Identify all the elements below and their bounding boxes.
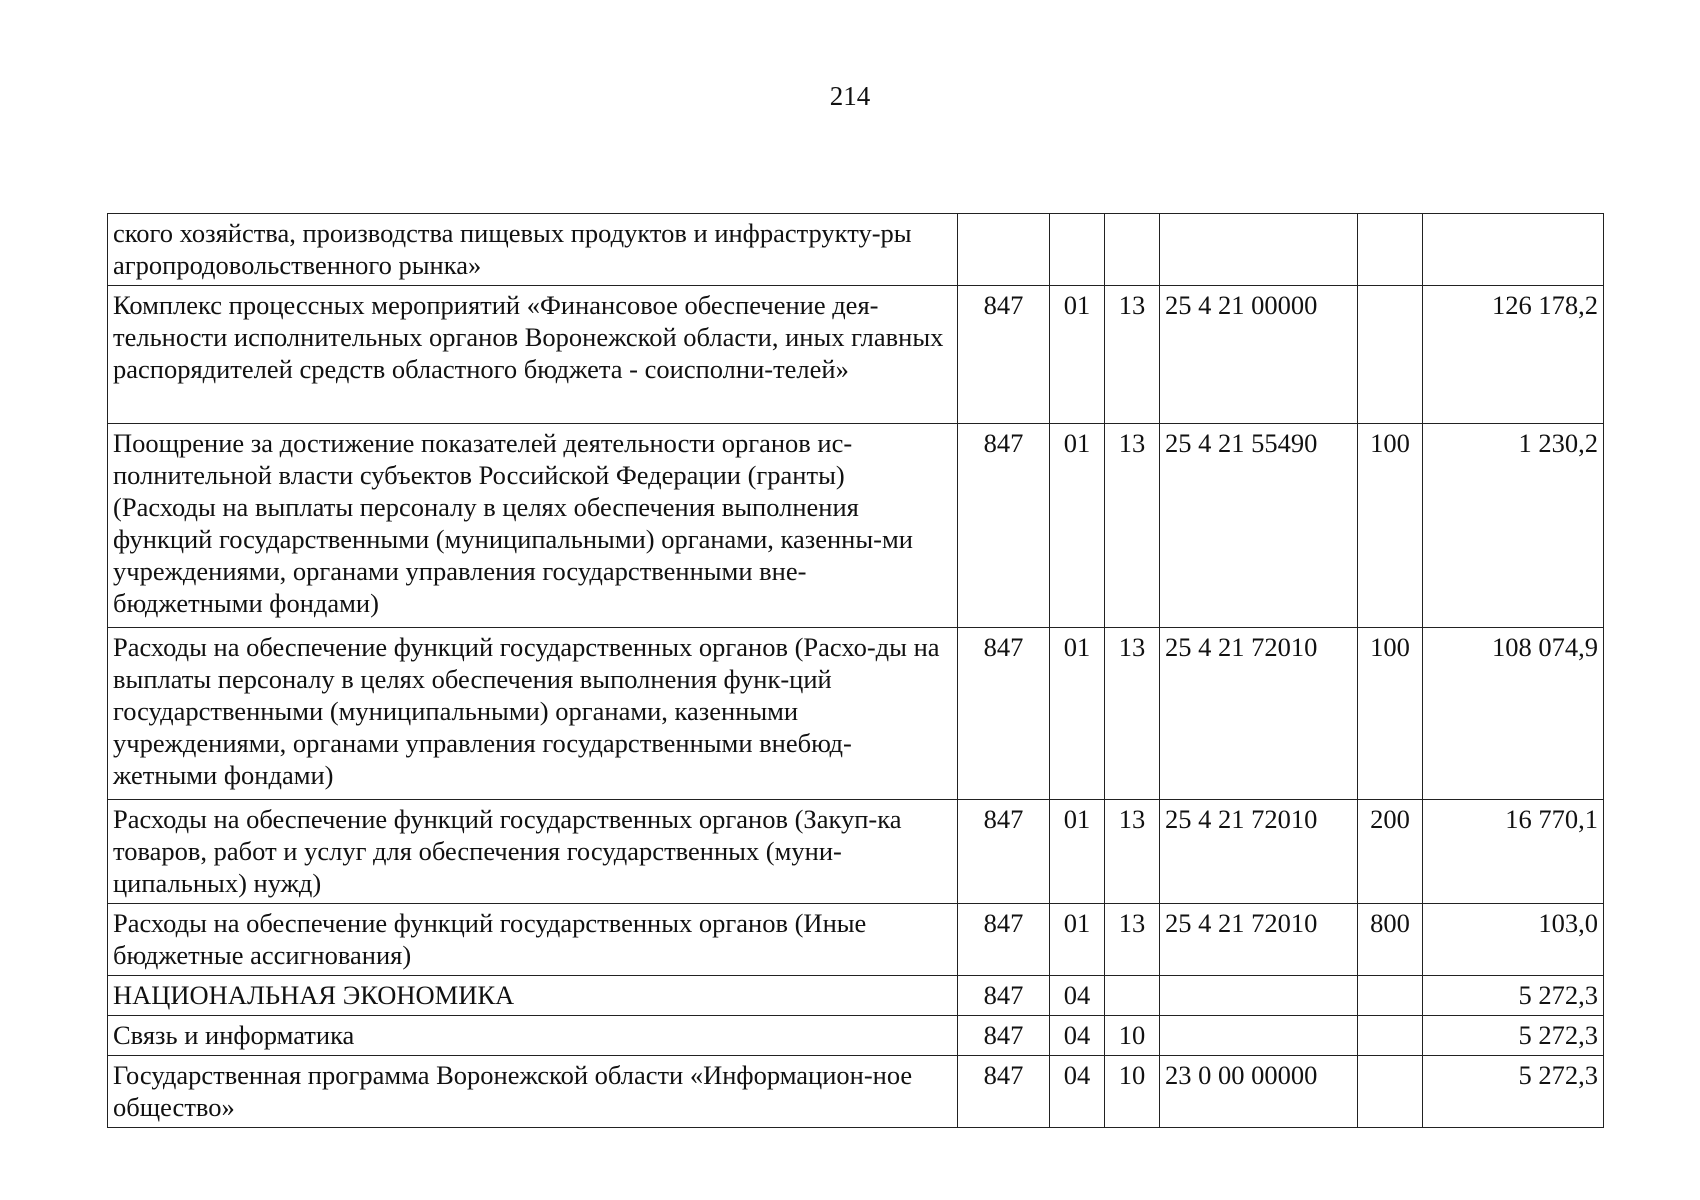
subsection-code: 13 [1105,424,1160,628]
target-article-code: 25 4 21 00000 [1160,286,1358,424]
subsection-code [1105,214,1160,286]
expense-type-code: 100 [1358,628,1423,800]
ministry-code: 847 [958,904,1050,976]
table-row [108,214,1604,286]
section-code [1050,214,1105,286]
subsection-code: 10 [1105,1016,1160,1056]
budget-table [107,213,1604,1128]
table-row [108,628,1604,800]
ministry-code: 847 [958,628,1050,800]
expense-type-code [1358,214,1423,286]
row-name: НАЦИОНАЛЬНАЯ ЭКОНОМИКА [108,976,958,1016]
ministry-code: 847 [958,286,1050,424]
row-name: Связь и информатика [108,1016,958,1056]
amount: 108 074,9 [1423,628,1604,800]
target-article-code: 25 4 21 72010 [1160,800,1358,904]
table-row [108,976,1604,1016]
target-article-code [1160,214,1358,286]
section-code: 04 [1050,1056,1105,1128]
row-name: Расходы на обеспечение функций государственных органов (Иные бюджетные ассигнования) [108,904,958,976]
expense-type-code: 800 [1358,904,1423,976]
section-code: 04 [1050,976,1105,1016]
target-article-code [1160,976,1358,1016]
target-article-code: 23 0 00 00000 [1160,1056,1358,1128]
amount: 103,0 [1423,904,1604,976]
amount: 16 770,1 [1423,800,1604,904]
target-article-code: 25 4 21 72010 [1160,904,1358,976]
amount [1423,214,1604,286]
amount: 5 272,3 [1423,976,1604,1016]
page-number: 214 [829,81,871,111]
amount: 126 178,2 [1423,286,1604,424]
row-name: Поощрение за достижение показателей деятельности органов ис-полнительной власти субъектов Российской Федерации (гранты) (Расходы на выплаты персоналу в целях обеспечения выполнения функций государственными (муниципальными) органами, казенны-ми учреждениями, органами управления государственными вне-бюджетными фондами) [108,424,958,628]
row-name: ского хозяйства, производства пищевых продуктов и инфраструкту-ры агропродовольственного рынка» [108,214,958,286]
row-name: Государственная программа Воронежской области «Информацион-ное общество» [108,1056,958,1128]
table-row [108,1056,1604,1128]
table-row [108,1016,1604,1056]
ministry-code: 847 [958,1056,1050,1128]
ministry-code: 847 [958,1016,1050,1056]
section-code: 01 [1050,904,1105,976]
section-code: 01 [1050,628,1105,800]
expense-type-code: 100 [1358,424,1423,628]
subsection-code: 13 [1105,286,1160,424]
amount: 5 272,3 [1423,1056,1604,1128]
subsection-code: 13 [1105,628,1160,800]
ministry-code [958,214,1050,286]
ministry-code: 847 [958,800,1050,904]
subsection-code [1105,976,1160,1016]
row-name: Расходы на обеспечение функций государственных органов (Расхо-ды на выплаты персоналу в целях обеспечения выполнения функ-ций государственными (муниципальными) органами, казенными учреждениями, органами управления государственными внебюд-жетными фондами) [108,628,958,800]
ministry-code: 847 [958,976,1050,1016]
amount: 1 230,2 [1423,424,1604,628]
row-name: Комплекс процессных мероприятий «Финансовое обеспечение дея-тельности исполнительных органов Воронежской области, иных главных распорядителей средств областного бюджета - соисполни-телей» [108,286,958,424]
section-code: 01 [1050,800,1105,904]
subsection-code: 13 [1105,904,1160,976]
expense-type-code [1358,976,1423,1016]
expense-type-code [1358,1056,1423,1128]
table-row [108,800,1604,904]
row-name: Расходы на обеспечение функций государственных органов (Закуп-ка товаров, работ и услуг для обеспечения государственных (муни-ципальных) нужд) [108,800,958,904]
expense-type-code: 200 [1358,800,1423,904]
table-row [108,904,1604,976]
section-code: 01 [1050,424,1105,628]
expense-type-code [1358,1016,1423,1056]
amount: 5 272,3 [1423,1016,1604,1056]
section-code: 01 [1050,286,1105,424]
table-row [108,286,1604,424]
section-code: 04 [1050,1016,1105,1056]
target-article-code: 25 4 21 55490 [1160,424,1358,628]
table-row [108,424,1604,628]
subsection-code: 10 [1105,1056,1160,1128]
target-article-code [1160,1016,1358,1056]
expense-type-code [1358,286,1423,424]
ministry-code: 847 [958,424,1050,628]
target-article-code: 25 4 21 72010 [1160,628,1358,800]
subsection-code: 13 [1105,800,1160,904]
